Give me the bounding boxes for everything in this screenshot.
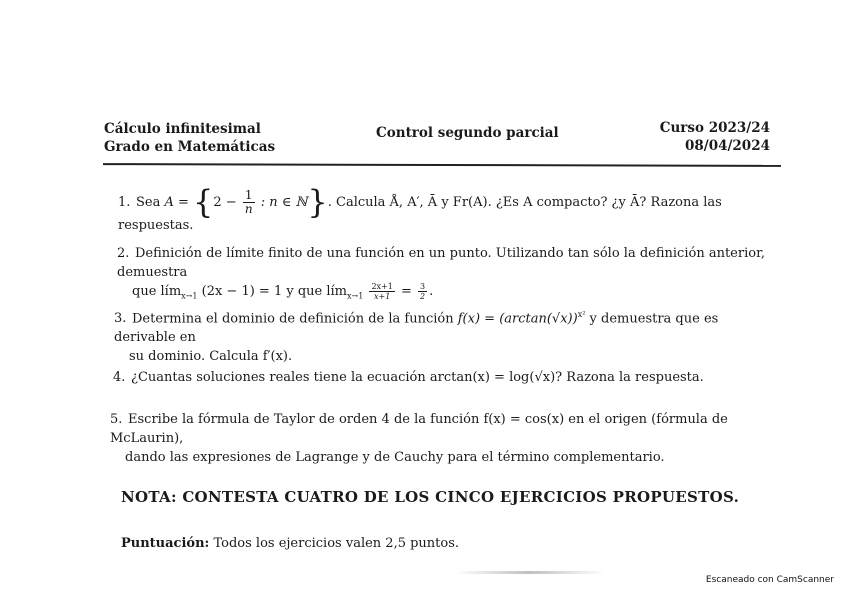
right-brace: } [307, 183, 328, 221]
scan-smudge [455, 571, 605, 574]
problem-number: 3. [114, 311, 127, 327]
limit-subscript: x→1 [181, 291, 198, 301]
problem-text: ¿Cuantas soluciones reales tiene la ecuación arctan(x) = log(√x)? Razona la respuesta. [131, 370, 704, 385]
header-right [660, 119, 770, 155]
set-condition: : n ∈ ℕ [256, 195, 308, 210]
numerator: 3 [420, 282, 426, 291]
problem-text: Sea [136, 195, 165, 210]
problem-4 [113, 368, 783, 387]
scanner-watermark: Escaneado con CamScanner [705, 575, 834, 585]
set-symbol: A [164, 195, 174, 210]
problem-text: Escribe la fórmula de Taylor de orden 4 de la función f(x) = cos(x) en el origen (fórmula de McLaurin), [110, 412, 728, 446]
problem-number: 4. [113, 370, 126, 385]
problem-3 [114, 305, 784, 366]
problem-text: dando las expresiones de Lagrange y de Cauchy para el término complementario. [125, 450, 665, 465]
header-left [104, 120, 275, 156]
scoring-text: Todos los ejercicios valen 2,5 puntos. [209, 536, 460, 551]
equals: = [396, 284, 417, 299]
fraction [243, 189, 255, 216]
problem-text: . Calcula Å, A′, Ā y Fr(A). ¿Es A compacto? ¿y Ā? Razona las respuestas. [118, 195, 722, 233]
note: NOTA: CONTESTA CUATRO DE LOS CINCO EJERCICIOS PROPUESTOS. [121, 488, 740, 506]
numerator: 1 [243, 189, 255, 203]
problem-number: 2. [117, 246, 130, 261]
problem-number: 5. [110, 412, 123, 427]
degree-name: Grado en Matemáticas [104, 139, 276, 155]
denominator: n [244, 202, 253, 216]
problem-5 [110, 410, 780, 467]
left-brace: { [193, 183, 214, 221]
problem-text: su dominio. Calcula f′(x). [129, 349, 293, 365]
scoring [121, 536, 459, 551]
set-expr: 2 − [213, 195, 241, 210]
header-rule [103, 163, 781, 166]
denominator: 2 [420, 292, 426, 301]
limit-subscript: x→1 [347, 291, 364, 301]
period: . [429, 284, 434, 299]
problem-text: que lím [132, 284, 182, 299]
exam-title: Control segundo parcial [376, 125, 559, 141]
fraction [418, 282, 427, 301]
course-name: Cálculo infinitesimal [104, 121, 261, 137]
academic-year: Curso 2023/24 [659, 120, 770, 136]
denominator: x+1 [374, 292, 391, 301]
numerator: 2x+1 [371, 282, 393, 291]
problem-text: Definición de límite finito de una función en un punto. Utilizando tan sólo la definición anterior, demuestra [117, 246, 765, 280]
scoring-label: Puntuación: [121, 536, 210, 551]
function-expr: f(x) = (arctan(√x)) [457, 311, 578, 327]
problem-text: Determina el dominio de definición de la función [132, 311, 458, 327]
equals: = [173, 195, 194, 210]
exponent: x² [577, 310, 586, 319]
exam-date: 08/04/2024 [684, 138, 770, 154]
problem-text: (2x − 1) = 1 y que lím [197, 284, 347, 299]
problem-1 [118, 183, 788, 235]
problem-2 [117, 244, 787, 306]
fraction [369, 282, 394, 301]
problem-number: 1. [118, 195, 131, 210]
problem-text: y demuestra que es derivable en [114, 311, 719, 346]
